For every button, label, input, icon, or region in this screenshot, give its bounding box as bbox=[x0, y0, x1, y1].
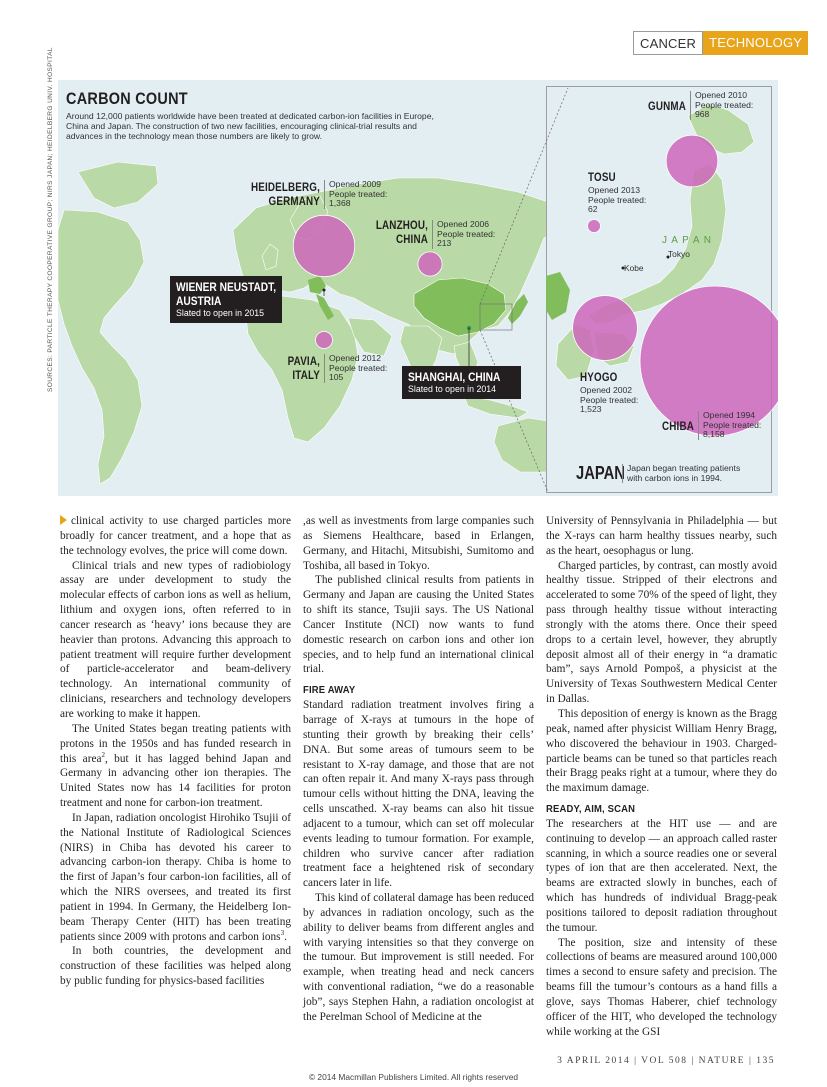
section-heading: READY, AIM, SCAN bbox=[546, 803, 636, 816]
callout-name: WIENER NEUSTADT, bbox=[176, 280, 277, 294]
paragraph: The researchers at the HIT use — and are continuing to develop — an approach called raster scanning, in which a source readies one or several types of ion that are then accelerated. Next, the beams are extracted slowly in bunches, each of which has hundreds of individual Bragg-peak positions tailored to deposit radiation throughout the tumour. bbox=[546, 817, 777, 934]
paragraph: ,as well as investments from large companies such as Siemens Healthcare, based in Erlangen, Germany, and Hitachi, Mitsubishi, Sumitomo and Toshiba, all based in Tokyo. bbox=[303, 515, 534, 572]
bubble-tosu bbox=[588, 220, 601, 233]
site-name: CHIBA bbox=[662, 419, 694, 433]
city-kobe: Kobe bbox=[624, 263, 644, 273]
site-info: Opened 2012 People treated: 105 bbox=[324, 354, 387, 383]
site-name: PAVIA, bbox=[287, 354, 320, 368]
section-label: CANCER bbox=[633, 31, 703, 55]
continuation-marker-icon bbox=[60, 515, 67, 525]
callout-name: AUSTRIA bbox=[176, 294, 222, 308]
column-2 bbox=[303, 514, 534, 1025]
site-info: Opened 2010 People treated: 968 bbox=[690, 91, 753, 120]
callout-status: Slated to open in 2015 bbox=[176, 308, 265, 318]
japan-panel-caption: Japan began treating patients with carbon ions in 1994. bbox=[622, 464, 740, 483]
paragraph: clinical activity to use charged particles more broadly for cancer treatment, and a hope that as the technology evolves, the price will come down. bbox=[60, 515, 291, 557]
reference: 3 bbox=[280, 928, 285, 937]
site-info: Opened 1994 People treated: 8,158 bbox=[698, 411, 761, 440]
page-folio: 3 APRIL 2014 | VOL 508 | NATURE | 135 bbox=[557, 1056, 775, 1066]
japan-country-label: J A P A N bbox=[662, 235, 712, 246]
callout-shanghai bbox=[402, 366, 521, 399]
site-name: ITALY bbox=[292, 368, 320, 382]
paragraph: The published clinical results from patients in Germany and Japan are causing the United States to shift its stance, Tsujii says. The US National Cancer Institute (NCI) now wants to fund domestic research on carbon ions and other ion species, and to help fund an international clinical trial. bbox=[303, 574, 534, 676]
paragraph: In Japan, radiation oncologist Hirohiko Tsujii of the National Institute of Radiological Sciences (NIRS) in Chiba has devoted his career to advancing carbon-ion therapy. Chiba is home to the first of Japan’s four carbon-ion facilities, all of which the NIRS oversees, and treated its first patient in 1994. In Germany, the Heidelberg Ion-beam Therapy Center (HIT) has been treating patients since 2009 with protons and carbon ions$^3$. bbox=[60, 811, 291, 943]
paragraph: The United States began treating patients with protons in the 1950s and has funded research in this area$^2$, but it has lagged behind Japan and Germany in advancing other ion therapies. The United States now has 14 facilities for proton treatment and none for carbon-ion treatment. bbox=[60, 722, 292, 810]
source-credit: SOURCES: PARTICLE THERAPY COOPERATIVE GROUP; NIRS JAPAN; HEIDELBERG UNIV. HOSPITAL bbox=[47, 47, 54, 392]
site-name: CHINA bbox=[396, 232, 428, 246]
figure-title: CARBON COUNT bbox=[66, 89, 188, 108]
paragraph: The position, size and intensity of these collections of beams are measured around 100,000 times a second to ensure safety and precision. The beams fill the tumour’s contours as a hand fills a glove, says Thomas Haberer, chief technology officer of the HIT, who developed the technology while working at the GSI bbox=[546, 936, 777, 1038]
column-3 bbox=[546, 514, 777, 1040]
site-info: Opened 2013 People treated: 62 bbox=[588, 185, 647, 214]
bubble-pavia bbox=[316, 332, 333, 349]
column-1 bbox=[60, 514, 291, 989]
site-name: HYOGO bbox=[580, 370, 618, 384]
bubble-gunma bbox=[666, 135, 718, 187]
paragraph: This kind of collateral damage has been reduced by advances in radiation oncology, such as the ability to deliver beams from different angles and with varying intensities so that they converge on the tumour. But improvement is still needed. For example, when treating head and neck cancers with conventional radiation, “we do a reasonable job”, says Stephen Hahn, a radiation oncologist at the Perelman School of Medicine at the bbox=[303, 892, 534, 1023]
bubble-lanzhou bbox=[418, 252, 442, 276]
city-tokyo: Tokyo bbox=[668, 249, 690, 259]
paragraph: In both countries, the development and construction of these facilities was helped along by public funding for physics-based facilities bbox=[60, 945, 291, 988]
copyright: © 2014 Macmillan Publishers Limited. All rights reserved bbox=[308, 1072, 519, 1082]
paragraph: This deposition of energy is known as the Bragg peak, named after physicist William Henry Bragg, who discovered the behaviour in 1903. Charged-particle beams can be tuned so that particles reach their Bragg peaks right at a tumour, where they do the maximum damage. bbox=[546, 707, 777, 795]
callout-name: SHANGHAI, CHINA bbox=[408, 370, 501, 384]
paragraph: University of Pennsylvania in Philadelphia — but the X-rays can harm healthy tissues nearby, such as the heart, oesophagus or lung. bbox=[546, 515, 777, 557]
site-name: GUNMA bbox=[648, 99, 686, 113]
site-name: GERMANY bbox=[268, 194, 320, 208]
callout-wiener-neustadt bbox=[170, 276, 282, 323]
section-heading: FIRE AWAY bbox=[303, 684, 356, 697]
figure-intro: Around 12,000 patients worldwide have been treated at dedicated carbon-ion facilities in Europe, China and Japan. The construction of two new facilities, encouraging clinical-trial results and advances in the technology mean those numbers are likely to grow. bbox=[66, 111, 434, 141]
infographic bbox=[58, 80, 778, 496]
world-map bbox=[58, 80, 778, 496]
japan-panel-title: JAPAN bbox=[576, 463, 625, 483]
site-name: HEIDELBERG, bbox=[250, 180, 320, 194]
subsection-label: TECHNOLOGY bbox=[703, 31, 808, 55]
reference: 2 bbox=[101, 750, 105, 759]
site-name: TOSU bbox=[588, 170, 616, 184]
callout-status: Slated to open in 2014 bbox=[408, 384, 497, 394]
site-info: Opened 2009 People treated: 1,368 bbox=[324, 180, 387, 209]
bubble-hyogo bbox=[573, 296, 638, 361]
site-name: LANZHOU, bbox=[375, 218, 428, 232]
site-info: Opened 2002 People treated: 1,523 bbox=[580, 385, 639, 414]
paragraph: Standard radiation treatment involves firing a barrage of X-rays at tumours in the hope of stunting their growth by breaking their cells’ DNA. But some areas of tumours seem to be resistant to X-ray damage, and those that are not can often repair it. And many X-rays pass through tumour cells without hitting the DNA, leaving the cells unscathed. X-ray beams can also hit tissue adjacent to a tumour, which can set off molecular events leading to tumour formation. For example, children who survive cancer after radiation treatment face a heightened risk of secondary cancers later in life. bbox=[303, 699, 534, 890]
paragraph: Charged particles, by contrast, can mostly avoid healthy tissue. Stripped of their electrons and accelerated to some 70% of the speed of light, they pass through healthy tissue without interacting strongly with the atoms there. Once their speed drops to a certain level, however, they abruptly deposit almost all of their energy in “a dramatic bam”, says Arnold Pompoš, a physicist at the University of Texas Southwestern Medical Center in Dallas. bbox=[546, 559, 777, 706]
site-info: Opened 2006 People treated: 213 bbox=[432, 220, 495, 249]
paragraph: Clinical trials and new types of radiobiology assay are under development to study the molecular effects of carbon ions as well as helium, lithium and oxygen ions, often referred to in cancer research as ‘heavy’ ions because they are heavier than protons. Advancing this approach to patient treatment will require further development of particle-accelerator and beam-delivery technology. An international community of clinicians, researchers and technology developers are working to make it happen. bbox=[60, 559, 291, 720]
section-tag bbox=[633, 31, 808, 55]
